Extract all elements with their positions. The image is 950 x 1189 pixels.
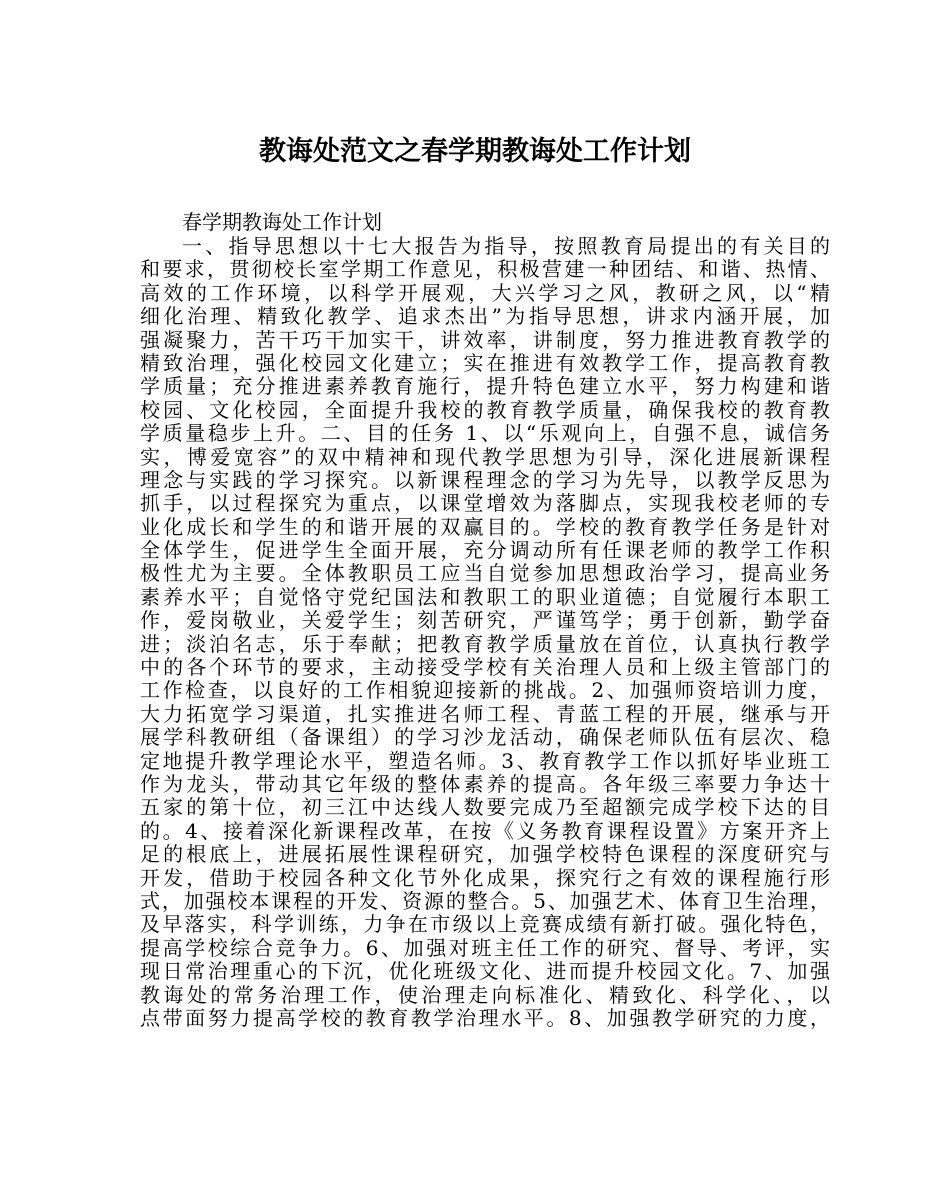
paragraph-line: 进；淡泊名志，乐于奉献；把教育教学质量放在首位，认真执行教学 bbox=[140, 631, 830, 656]
paragraph-line: 展学科教研组（备课组）的学习沙龙活动，确保老师队伍有层次、稳 bbox=[140, 725, 830, 750]
paragraph-line: 学质量稳步上升。二、目的任务 1、以“乐观向上，自强不息，诚信务 bbox=[140, 421, 830, 446]
paragraph-line: 及早落实，科学训练，力争在市级以上竞赛成绩有新打破。强化特色， bbox=[140, 912, 830, 937]
paragraph-line: 开发，借助于校园各种文化节外化成果，探究行之有效的课程施行形 bbox=[140, 865, 830, 890]
paragraph-line: 式，加强校本课程的开发、资源的整合。5、加强艺术、体育卫生治理， bbox=[140, 888, 830, 913]
document-title: 教诲处范文之春学期教诲处工作计划 bbox=[259, 136, 691, 167]
paragraph-line: 和要求，贯彻校长室学期工作意见，积极营建一种团结、和谐、热情、 bbox=[140, 257, 830, 282]
paragraph-line: 现日常治理重心的下沉，优化班级文化、进而提升校园文化。7、加强 bbox=[140, 959, 830, 984]
paragraph-line: 定地提升教学理论水平，塑造名师。3、教育教学工作以抓好毕业班工 bbox=[140, 748, 830, 773]
paragraph-line: 全体学生，促进学生全面开展，充分调动所有任课老师的教学工作积 bbox=[140, 538, 830, 563]
paragraph-line: 素养水平；自觉恪守党纪国法和教职工的职业道德；自觉履行本职工 bbox=[140, 584, 830, 609]
paragraph-line: 校园、文化校园，全面提升我校的教育教学质量，确保我校的教育教 bbox=[140, 397, 830, 422]
paragraph-line: 理念与实践的学习探究。以新课程理念的学习为先导，以教学反思为 bbox=[140, 467, 830, 492]
paragraph-line: 学质量；充分推进素养教育施行，提升特色建立水平，努力构建和谐 bbox=[140, 374, 830, 399]
paragraph-line: 高效的工作环境，以科学开展观，大兴学习之风，教研之风，以“精 bbox=[140, 280, 830, 305]
paragraph-line: 提高学校综合竞争力。6、加强对班主任工作的研究、督导、考评，实 bbox=[140, 935, 830, 960]
paragraph-line: 的。4、接着深化新课程改革，在按《义务教育课程设置》方案开齐上 bbox=[140, 818, 830, 843]
paragraph-line: 细化治理、精致化教学、追求杰出”为指导思想，讲求内涵开展，加 bbox=[140, 304, 830, 329]
document-body bbox=[140, 209, 830, 1030]
paragraph-line: 大力拓宽学习渠道，扎实推进名师工程、青蓝工程的开展，继承与开 bbox=[140, 701, 830, 726]
paragraph-line: 作为龙头，带动其它年级的整体素养的提高。各年级三率要力争达十 bbox=[140, 771, 830, 796]
paragraph-line: 精致治理，强化校园文化建立；实在推进有效教学工作，提高教育教 bbox=[140, 350, 830, 375]
paragraph-line: 教诲处的常务治理工作，使治理走向标准化、精致化、科学化、，以 bbox=[140, 982, 830, 1007]
paragraph-line: 足的根底上，进展拓展性课程研究，加强学校特色课程的深度研究与 bbox=[140, 842, 830, 867]
paragraph-line: 五家的第十位，初三江中达线人数要完成乃至超额完成学校下达的目 bbox=[140, 795, 830, 820]
paragraph-line: 作，爱岗敬业，关爱学生；刻苦研究，严谨笃学；勇于创新，勤学奋 bbox=[140, 608, 830, 633]
paragraph-line: 点带面努力提高学校的教育教学治理水平。8、加强教学研究的力度， bbox=[140, 1005, 830, 1030]
paragraph-line: 一、指导思想以十七大报告为指导，按照教育局提出的有关目的 bbox=[182, 234, 830, 258]
paragraph-line: 工作检查，以良好的工作相貌迎接新的挑战。2、加强师资培训力度， bbox=[140, 678, 830, 703]
paragraph-line: 中的各个环节的要求，主动接受学校有关治理人员和上级主管部门的 bbox=[140, 655, 830, 680]
paragraph-line: 极性尤为主要。全体教职员工应当自觉参加思想政治学习，提高业务 bbox=[140, 561, 830, 586]
paragraph-line: 抓手，以过程探究为重点，以课堂增效为落脚点，实现我校老师的专 bbox=[140, 491, 830, 516]
paragraph-line: 强凝聚力，苦干巧干加实干，讲效率，讲制度，努力推进教育教学的 bbox=[140, 327, 830, 352]
paragraph-line: 业化成长和学生的和谐开展的双赢目的。学校的教育教学任务是针对 bbox=[140, 514, 830, 539]
paragraph-line: 实，博爱宽容”的双中精神和现代教学思想为引导，深化进展新课程 bbox=[140, 444, 830, 469]
document-subtitle: 春学期教诲处工作计划 bbox=[182, 210, 382, 234]
